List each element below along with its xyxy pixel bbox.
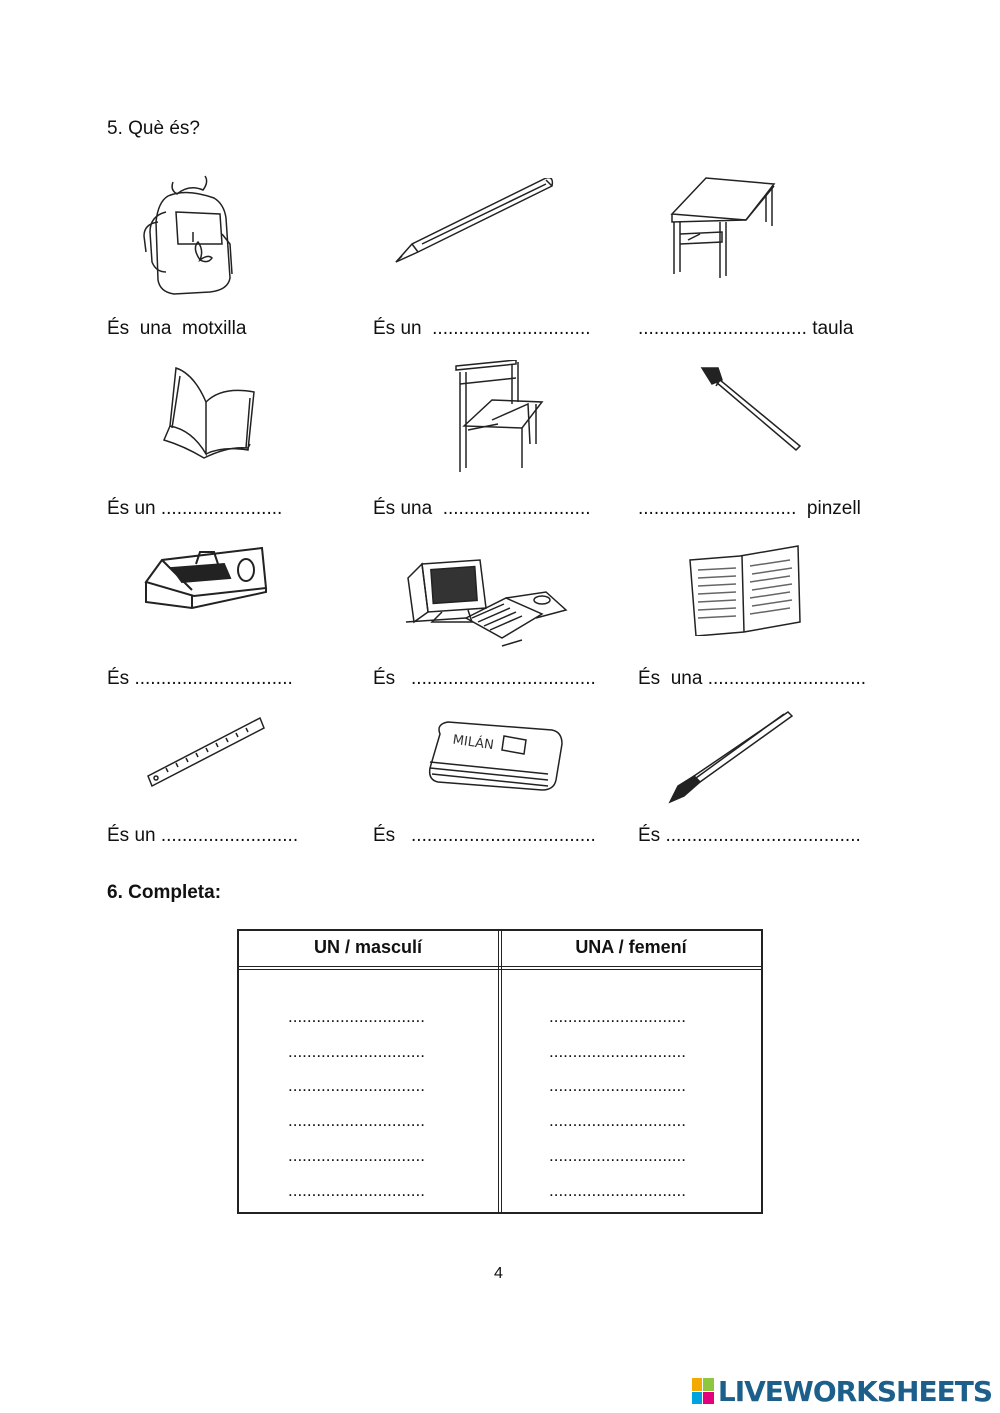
feminine-blank[interactable]: ............................. bbox=[549, 1146, 686, 1165]
liveworksheets-logo bbox=[692, 1375, 992, 1407]
page-number: 4 bbox=[494, 1265, 503, 1282]
logo-text: LIVEWORKSHEETS bbox=[717, 1374, 992, 1408]
caption-eraser[interactable]: És ................................... bbox=[373, 825, 596, 846]
eraser-brand-text: MILÁN bbox=[451, 732, 495, 754]
caption-notebook[interactable]: És una .............................. bbox=[638, 668, 867, 689]
column-divider bbox=[498, 929, 499, 1214]
header-divider bbox=[237, 966, 763, 967]
chair-icon bbox=[452, 360, 544, 472]
question-5-title: 5. Què és? bbox=[107, 118, 200, 139]
caption-pen[interactable]: És ..................................... bbox=[638, 825, 861, 846]
feminine-blank[interactable]: ............................. bbox=[549, 1181, 686, 1200]
ruler-icon bbox=[146, 716, 266, 796]
table-border bbox=[237, 929, 763, 1214]
header-feminine: UNA / femení bbox=[575, 937, 687, 957]
caption-paintbrush[interactable]: .............................. pinzell bbox=[638, 498, 861, 519]
computer-icon bbox=[402, 558, 568, 650]
backpack-icon bbox=[138, 172, 248, 297]
question-6-title: 6. Completa: bbox=[107, 882, 222, 903]
caption-backpack: És una motxilla bbox=[107, 318, 247, 339]
masculine-blank[interactable]: ............................. bbox=[288, 1076, 425, 1095]
feminine-blank[interactable]: ............................. bbox=[549, 1007, 686, 1026]
caption-table[interactable]: ................................ taula bbox=[638, 318, 854, 339]
gender-table bbox=[237, 929, 763, 1214]
sharpener-icon bbox=[142, 540, 270, 614]
logo-blocks-icon bbox=[692, 1378, 714, 1404]
masculine-blank[interactable]: ............................. bbox=[288, 1181, 425, 1200]
column-divider-inner bbox=[501, 929, 502, 1214]
caption-sharpener[interactable]: És .............................. bbox=[107, 668, 293, 689]
header-divider-inner bbox=[237, 969, 763, 970]
notebook-icon bbox=[686, 544, 802, 636]
masculine-blank[interactable]: ............................. bbox=[288, 1007, 425, 1026]
masculine-blank[interactable]: ............................. bbox=[288, 1146, 425, 1165]
paintbrush-icon bbox=[698, 364, 802, 454]
table-icon bbox=[668, 174, 776, 278]
caption-chair[interactable]: És una ............................ bbox=[373, 498, 591, 519]
caption-ruler[interactable]: És un .......................... bbox=[107, 825, 299, 846]
pencil-icon bbox=[392, 178, 560, 266]
feminine-blank[interactable]: ............................. bbox=[549, 1076, 686, 1095]
feminine-blank[interactable]: ............................. bbox=[549, 1111, 686, 1130]
masculine-blank[interactable]: ............................. bbox=[288, 1111, 425, 1130]
feminine-blank[interactable]: ............................. bbox=[549, 1042, 686, 1061]
caption-book[interactable]: És un ....................... bbox=[107, 498, 283, 519]
caption-computer[interactable]: És ................................... bbox=[373, 668, 596, 689]
caption-pencil[interactable]: És un .............................. bbox=[373, 318, 591, 339]
masculine-blank[interactable]: ............................. bbox=[288, 1042, 425, 1061]
header-masculine: UN / masculí bbox=[313, 937, 423, 957]
pen-icon bbox=[668, 710, 794, 804]
eraser-icon bbox=[424, 718, 564, 800]
book-icon bbox=[160, 364, 260, 464]
